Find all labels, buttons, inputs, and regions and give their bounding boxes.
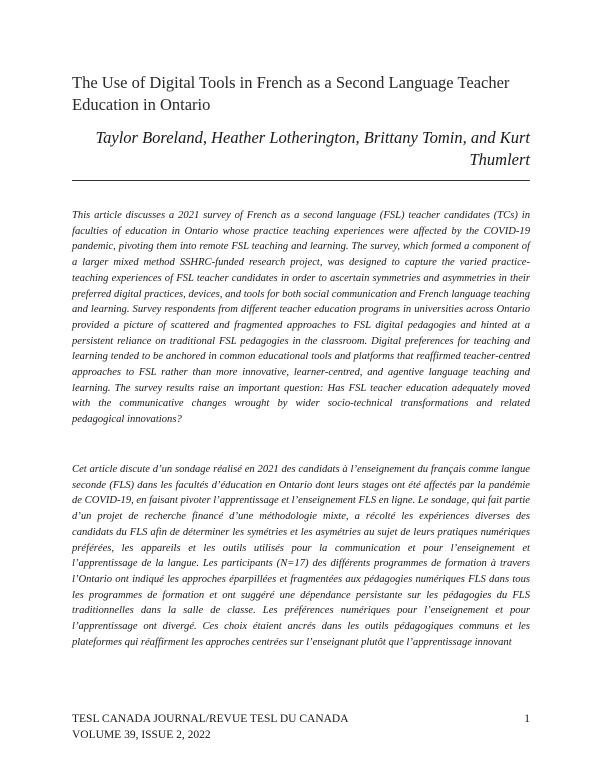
abstract-french: Cet article discute d’un sondage réalisé en 2021 des candidats à l’enseignement du français comme langue seconde (FLS) dans les facultés d’éducation en Ontario dont leurs stages ont été affectés par la pandémie de COVID-19, en faisant pivoter l’apprentissage et l’enseignement FLS en ligne. Le sondage, qui fait partie d’un projet de recherche financé d’une méthodologie mixte, a récolté les expériences diverses des candidats du FLS afin de déterminer les symétries et les asymétries au sujet de leurs pratiques numériques préférées, les appareils et les outils utilisés pour la communication et pour l’enseignement et l’apprentissage de la langue. Les participants (N=17) des différents programmes de formation à travers l’Ontario ont indiqué les approches éparpillées et fragmentées aux pédagogies numériques FLS dans tous les programmes de formation et ont suggéré une dépendance persistante sur les pédagogies du FLS traditionnelles dans la salle de classe. Les préférences numériques pour l’enseignement et pour l’apprentissage ont divergé. Ces choix étaient ancrés dans les outils pédagogiques communs et les plateformes qui réaffirment les approches centrées sur l’enseignant plutôt que l’apprentissage innovant [72,464,531,648]
footer-volume-issue: VOLUME 39, ISSUE 2, 2022 [72,729,211,741]
footer-journal-name: TESL CANADA JOURNAL/REVUE TESL DU CANADA [72,713,349,725]
abstract-english: This article discusses a 2021 survey of French as a second language (FSL) teacher candidates (TCs) in faculties of education in Ontario whose practice teaching experiences were affected by the COVID-19 pandemic, pivoting them into remote FSL teaching and learning. The survey, which formed a component of a larger mixed method SSHRC-funded research project, was designed to capture the varied practice-teaching experiences of FSL teacher candidates in order to ascertain symmetries and asymmetries in their preferred digital practices, devices, and tools for both social communication and French language teaching and learning. Survey respondents from different teacher education programs in universities across Ontario provided a picture of scattered and fragmented approaches to FSL digital pedagogies and hinted at a persistent reliance on traditional FSL pedagogies in the classroom. Digital preferences for teaching and learning tended to be anchored in common educational tools and platforms that reaffirmed teacher-centred approaches to FSL rather than more innovative, learner-centred, and agentive language teaching and learning. The survey results raise an important question: Has FSL teacher education adequately moved with the communicative changes wrought by wider socio-technical transformations and related pedagogical innovations? [72,210,530,426]
title-divider [72,180,530,181]
page-number: 1 [524,713,530,725]
article-title: The Use of Digital Tools in French as a Second Language Teacher Education in Ontario [72,73,510,114]
page-footer [72,711,530,743]
article-authors: Taylor Boreland, Heather Lotherington, Brittany Tomin, and Kurt Thumlert [95,128,530,169]
